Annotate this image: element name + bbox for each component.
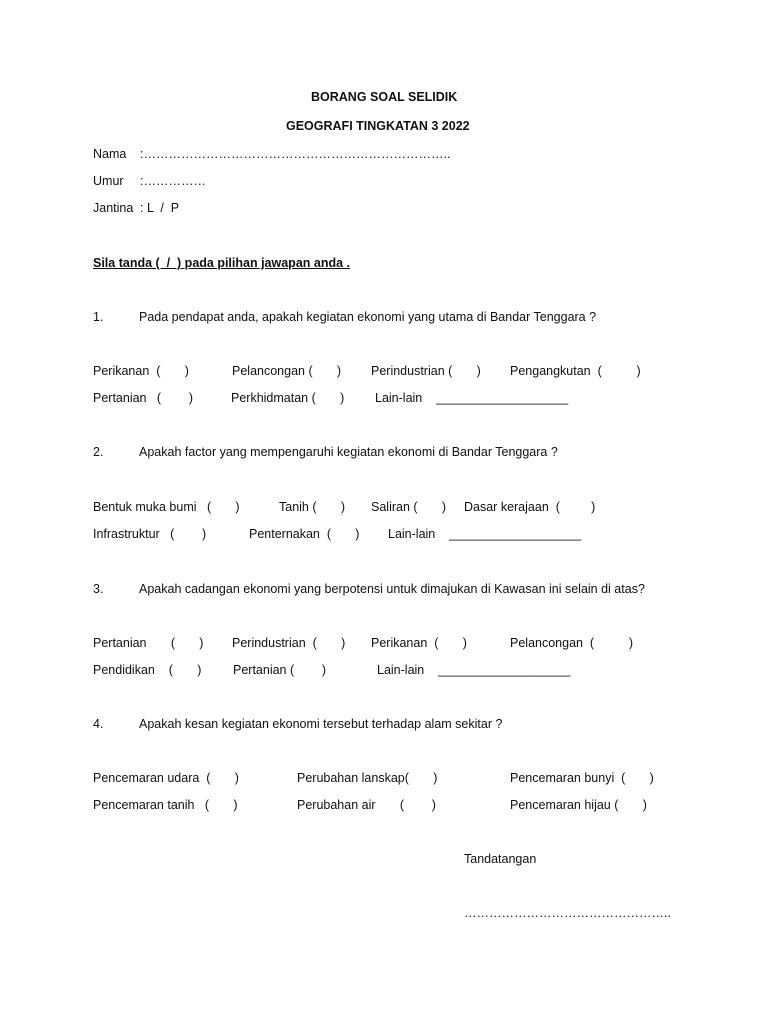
option-pertanian[interactable]: Pertanian ( ): [93, 636, 204, 650]
option-dasar-kerajaan[interactable]: Dasar kerajaan ( ): [464, 500, 596, 514]
option-perubahan-air[interactable]: Perubahan air ( ): [297, 798, 436, 812]
question-number: 2.: [93, 445, 104, 459]
nama-field[interactable]: :………………………………………………………………..: [140, 147, 451, 161]
option-pelancongan[interactable]: Pelancongan ( ): [232, 364, 342, 378]
option-perindustrian[interactable]: Perindustrian ( ): [232, 636, 346, 650]
option-perubahan-lanskap[interactable]: Perubahan lanskap( ): [297, 771, 438, 785]
question-text: Pada pendapat anda, apakah kegiatan ekonomi yang utama di Bandar Tenggara ?: [139, 310, 597, 324]
option-perkhidmatan[interactable]: Perkhidmatan ( ): [231, 391, 345, 405]
option-perikanan[interactable]: Perikanan ( ): [371, 636, 467, 650]
form-title: BORANG SOAL SELIDIK: [311, 90, 458, 104]
option-pencemaran-udara[interactable]: Pencemaran udara ( ): [93, 771, 239, 785]
umur-field[interactable]: :……………: [140, 174, 206, 188]
option-lain-lain[interactable]: Lain-lain ___________________: [377, 663, 571, 677]
question-number: 4.: [93, 717, 104, 731]
form-subtitle: GEOGRAFI TINGKATAN 3 2022: [286, 119, 470, 133]
option-perikanan[interactable]: Perikanan ( ): [93, 364, 189, 378]
option-pelancongan[interactable]: Pelancongan ( ): [510, 636, 633, 650]
option-pengangkutan[interactable]: Pengangkutan ( ): [510, 364, 641, 378]
option-pencemaran-bunyi[interactable]: Pencemaran bunyi ( ): [510, 771, 654, 785]
question-text: Apakah kesan kegiatan ekonomi tersebut terhadap alam sekitar ?: [139, 717, 503, 731]
signature-label: Tandatangan: [464, 852, 537, 866]
option-perindustrian[interactable]: Perindustrian ( ): [371, 364, 481, 378]
question-text: Apakah cadangan ekonomi yang berpotensi untuk dimajukan di Kawasan ini selain di atas?: [139, 582, 645, 596]
umur-label: Umur: [93, 174, 124, 188]
jantina-label: Jantina: [93, 201, 134, 215]
option-pertanian[interactable]: Pertanian ( ): [93, 391, 194, 405]
signature-line[interactable]: …………………………………………..: [464, 906, 671, 920]
option-lain-lain[interactable]: Lain-lain ___________________: [375, 391, 569, 405]
option-pertanian-2[interactable]: Pertanian ( ): [233, 663, 327, 677]
option-pencemaran-hijau[interactable]: Pencemaran hijau ( ): [510, 798, 647, 812]
question-number: 3.: [93, 582, 104, 596]
question-text: Apakah factor yang mempengaruhi kegiatan ekonomi di Bandar Tenggara ?: [139, 445, 558, 459]
instruction-text: Sila tanda ( / ) pada pilihan jawapan anda .: [93, 256, 350, 270]
option-infrastruktur[interactable]: Infrastruktur ( ): [93, 527, 207, 541]
question-number: 1.: [93, 310, 104, 324]
option-lain-lain[interactable]: Lain-lain ___________________: [388, 527, 582, 541]
nama-label: Nama: [93, 147, 127, 161]
option-bentuk-muka-bumi[interactable]: Bentuk muka bumi ( ): [93, 500, 240, 514]
option-saliran[interactable]: Saliran ( ): [371, 500, 447, 514]
option-penternakan[interactable]: Penternakan ( ): [249, 527, 360, 541]
jantina-options[interactable]: : L / P: [140, 201, 180, 215]
option-pendidikan[interactable]: Pendidikan ( ): [93, 663, 202, 677]
option-tanih[interactable]: Tanih ( ): [279, 500, 345, 514]
option-pencemaran-tanih[interactable]: Pencemaran tanih ( ): [93, 798, 238, 812]
